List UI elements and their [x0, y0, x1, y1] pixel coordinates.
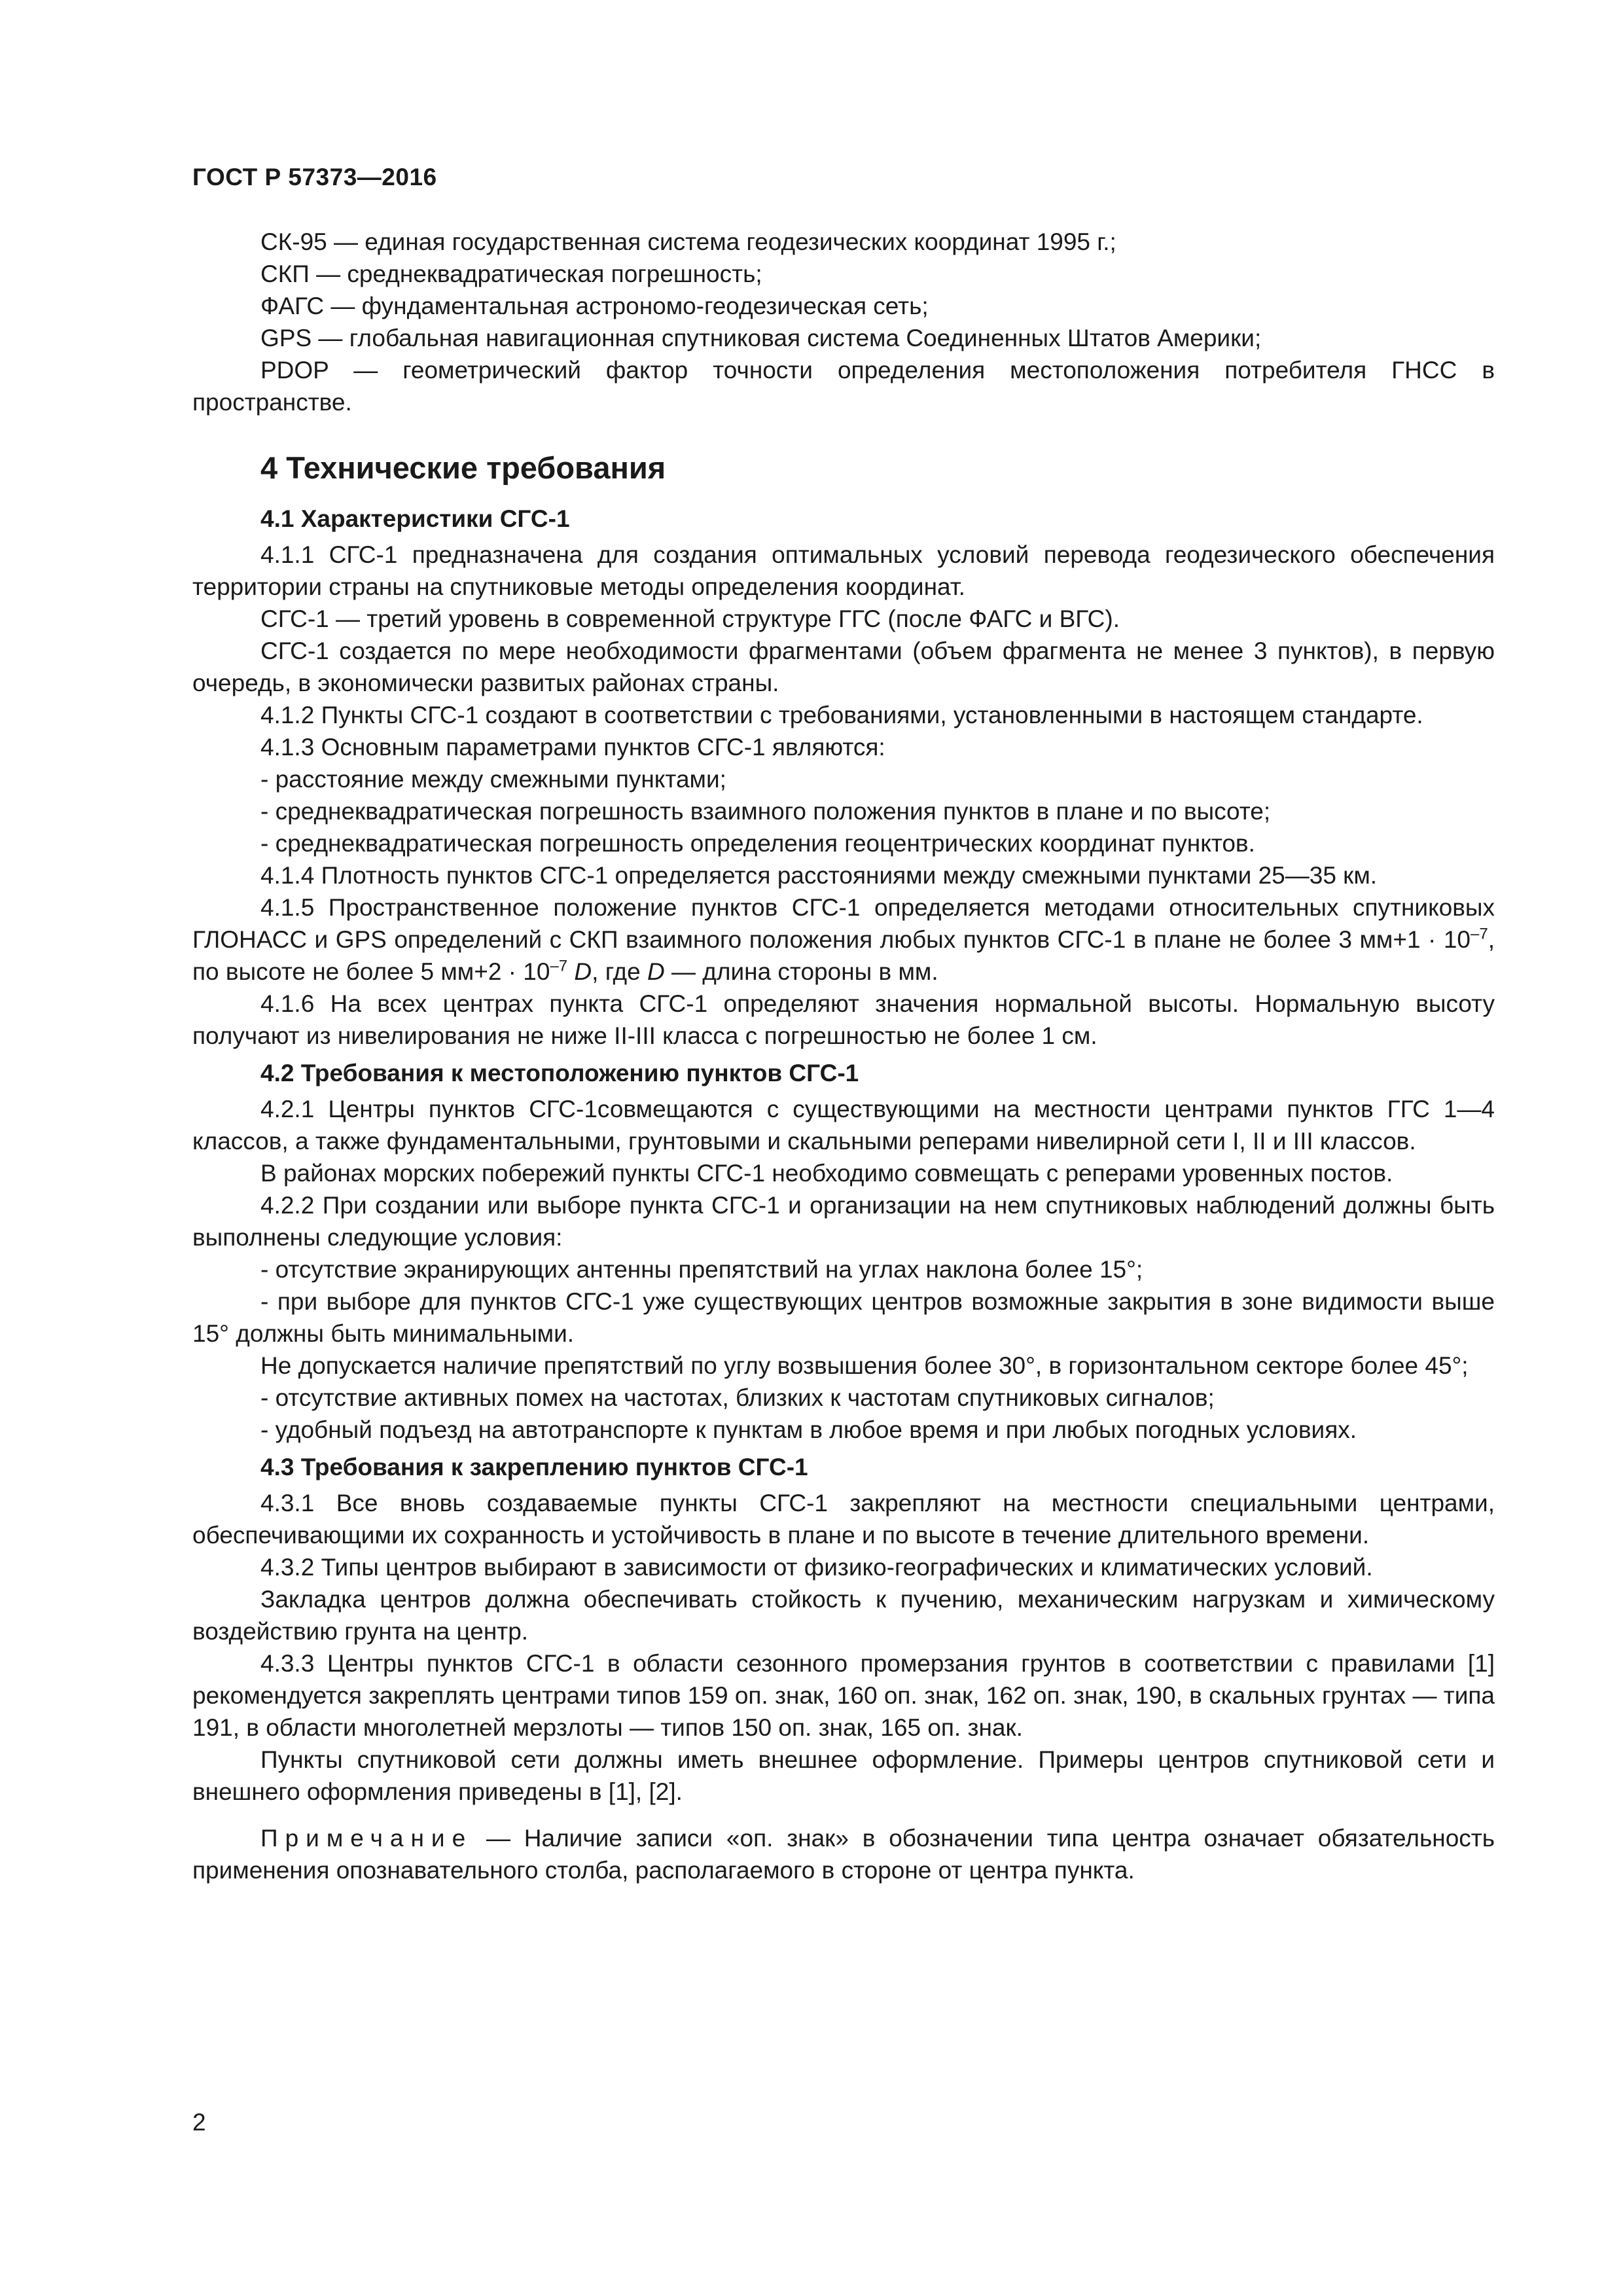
text-run: — длина стороны в мм.: [664, 958, 938, 985]
section-4-3-title: 4.3 Требования к закреплению пунктов СГС-1: [260, 1454, 808, 1480]
page-content: [192, 226, 1495, 1910]
list-item: - расстояние между смежными пунктами;: [260, 766, 726, 793]
variable-d: D: [647, 958, 665, 985]
paragraph-4-1-2: 4.1.2 Пункты СГС-1 создают в соответствии с требованиями, установленными в настоящем стандарте.: [260, 702, 1423, 728]
paragraph: Не допускается наличие препятствий по углу возвышения более 30°, в горизонтальном секторе более 45°;: [260, 1352, 1469, 1379]
abbr-gps: GPS — глобальная навигационная спутниковая система Соединенных Штатов Америки;: [260, 325, 1262, 351]
note-text: — Наличие записи «оп. знак» в обозначении типа центра означает обязательность применения опознавательного столба, располагаемого в стороне от центра пункта.: [192, 1825, 1495, 1884]
paragraph-4-1-6: 4.1.6 На всех центрах пункта СГС-1 определяют значения нормальной высоты. Нормальную высоту получают из нивелирования не ниже II-III класса с погрешностью не более 1 см.: [192, 990, 1495, 1049]
paragraph-4-1-3: 4.1.3 Основным параметрами пунктов СГС-1 являются:: [260, 734, 885, 761]
section-4-2-title: 4.2 Требования к местоположению пунктов СГС-1: [260, 1060, 859, 1086]
page-number: 2: [192, 2109, 206, 2136]
paragraph-4-3-3: 4.3.3 Центры пунктов СГС-1 в области сезонного промерзания грунтов в соответствии с правилами [1] рекомендуется закреплять центрами типов 159 оп. знак, 160 оп. знак, 162 оп. знак, 190, в скальных грунтах — типа 191, в области многолетней мерзлоты — типов 150 оп. знак, 165 оп. знак.: [192, 1650, 1495, 1741]
paragraph: СГС-1 — третий уровень в современной структуре ГГС (после ФАГС и ВГС).: [260, 605, 1120, 632]
list-item: - отсутствие экранирующих антенны препятствий на углах наклона более 15°;: [260, 1256, 1143, 1283]
list-item: - среднеквадратическая погрешность взаимного положения пунктов в плане и по высоте;: [260, 798, 1271, 825]
document-id: ГОСТ Р 57373—2016: [192, 164, 437, 190]
paragraph-4-1-4: 4.1.4 Плотность пунктов СГС-1 определяется расстояниями между смежными пунктами 25—35 км.: [260, 862, 1378, 889]
list-item: - удобный подъезд на автотранспорте к пунктам в любое время и при любых погодных условиях.: [260, 1416, 1357, 1443]
paragraph: СГС-1 создается по мере необходимости фрагментами (объем фрагмента не менее 3 пунктов), в первую очередь, в экономически развитых районах страны.: [192, 637, 1495, 696]
abbr-sk95: СК-95 — единая государственная система геодезических координат 1995 г.;: [260, 228, 1116, 255]
abbr-fags: ФАГС — фундаментальная астрономо-геодезическая сеть;: [260, 293, 929, 319]
paragraph: В районах морских побережий пункты СГС-1 необходимо совмещать с реперами уровенных постов.: [260, 1160, 1393, 1187]
abbr-skp: СКП — среднеквадратическая погрешность;: [260, 260, 762, 287]
list-item: - при выборе для пунктов СГС-1 уже существующих центров возможные закрытия в зоне видимости выше 15° должны быть минимальными.: [192, 1288, 1495, 1347]
section-4-1-title: 4.1 Характеристики СГС-1: [260, 505, 570, 532]
list-item: - отсутствие активных помех на частотах, близких к частотам спутниковых сигналов;: [260, 1384, 1215, 1411]
paragraph-4-2-1: 4.2.1 Центры пунктов СГС-1совмещаются с существующими на местности центрами пунктов ГГС 1—4 классов, а также фундаментальными, грунтовыми и скальными реперами нивелирной сети I, II и III классов.: [192, 1096, 1495, 1155]
paragraph-4-1-1: 4.1.1 СГС-1 предназначена для создания оптимальных условий перевода геодезического обеспечения территории страны на спутниковые методы определения координат.: [192, 541, 1495, 600]
text-run: 4.1.5 Пространственное положение пунктов СГС-1 определяется методами относительных спутниковых ГЛОНАСС и GPS определений с СКП взаимного положения любых пунктов СГС-1 в плане не более 3 мм+1 · 10: [192, 894, 1495, 953]
note-label: Примечание: [260, 1825, 473, 1852]
paragraph: Закладка центров должна обеспечивать стойкость к пучению, механическим нагрузкам и химическому воздействию грунта на центр.: [192, 1586, 1495, 1645]
section-4-title: 4 Технические требования: [260, 450, 666, 485]
text-run: , где: [592, 958, 647, 985]
abbr-pdop: PDOP — геометрический фактор точности определения местоположения потребителя ГНСС в пространстве.: [192, 357, 1495, 416]
variable-d: D: [574, 958, 592, 985]
paragraph-4-2-2: 4.2.2 При создании или выборе пункта СГС-1 и организации на нем спутниковых наблюдений должны быть выполнены следующие условия:: [192, 1192, 1495, 1251]
list-item: - среднеквадратическая погрешность определения геоцентрических координат пунктов.: [260, 830, 1255, 857]
exponent: –7: [550, 957, 568, 975]
text-run: , по высоте не более 5 мм+2 · 10: [192, 926, 1495, 985]
note: [192, 1822, 1495, 1886]
paragraph-4-1-5: [192, 891, 1495, 988]
exponent: –7: [1471, 925, 1488, 943]
paragraph: Пункты спутниковой сети должны иметь внешнее оформление. Примеры центров спутниковой сети и внешнего оформления приведены в [1], [2].: [192, 1746, 1495, 1805]
paragraph-4-3-1: 4.3.1 Все вновь создаваемые пункты СГС-1 закрепляют на местности специальными центрами, обеспечивающими их сохранность и устойчивость в плане и по высоте в течение длительного времени.: [192, 1490, 1495, 1549]
paragraph-4-3-2: 4.3.2 Типы центров выбирают в зависимости от физико-географических и климатических условий.: [260, 1554, 1373, 1581]
